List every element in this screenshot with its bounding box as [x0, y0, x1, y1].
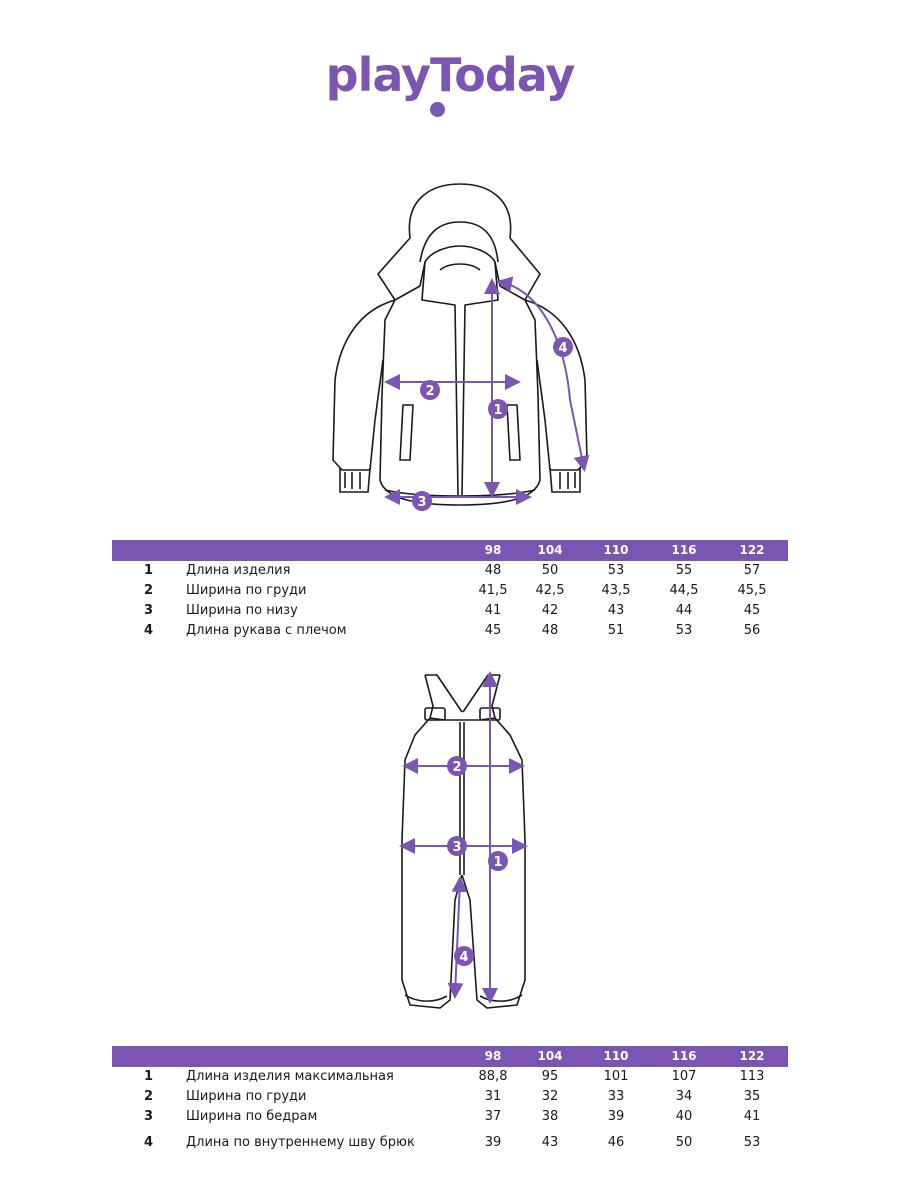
row-number: 4: [144, 623, 154, 638]
row-number: 4: [144, 1135, 154, 1150]
size-header: 110: [603, 543, 629, 557]
row-label: Ширина по низу: [186, 603, 298, 618]
cell-value: 45: [484, 623, 502, 638]
cell-value: 34: [675, 1089, 693, 1104]
row-label: Ширина по груди: [186, 583, 307, 598]
table-row: [112, 581, 788, 601]
row-label: Длина изделия максимальная: [186, 1069, 394, 1084]
cell-value: 41,5: [478, 583, 508, 598]
row-label: Длина рукава с плечом: [186, 623, 347, 638]
cell-value: 107: [671, 1069, 697, 1084]
cell-value: 51: [607, 623, 625, 638]
cell-value: 42,5: [535, 583, 565, 598]
brand-logo: [0, 48, 900, 128]
cell-value: 39: [607, 1109, 625, 1124]
cell-value: 43: [607, 603, 625, 618]
overalls-marker-4: 4: [459, 950, 469, 965]
row-number: 1: [144, 1069, 154, 1084]
cell-value: 39: [484, 1135, 502, 1150]
size-header: 110: [603, 1049, 629, 1063]
cell-value: 40: [675, 1109, 693, 1124]
cell-value: 38: [541, 1109, 559, 1124]
jacket-marker-2: 2: [425, 384, 435, 399]
cell-value: 53: [743, 1135, 761, 1150]
table-row: [112, 1127, 788, 1153]
jacket-size-table: [112, 540, 788, 641]
brand-logo-text: playToday: [325, 48, 575, 102]
cell-value: 48: [484, 563, 502, 578]
table-row: [112, 561, 788, 581]
cell-value: 41: [484, 603, 502, 618]
cell-value: 31: [484, 1089, 502, 1104]
cell-value: 57: [743, 563, 761, 578]
cell-value: 48: [541, 623, 559, 638]
cell-value: 42: [541, 603, 559, 618]
table-row: [112, 1067, 788, 1087]
jacket-marker-1: 1: [493, 403, 503, 418]
row-label: Длина изделия: [186, 563, 291, 578]
cell-value: 88,8: [478, 1069, 508, 1084]
size-header: 104: [537, 543, 563, 557]
cell-value: 53: [675, 623, 693, 638]
cell-value: 46: [607, 1135, 625, 1150]
cell-value: 50: [675, 1135, 693, 1150]
cell-value: 43: [541, 1135, 559, 1150]
table-header: [112, 1046, 788, 1067]
table-row: [112, 601, 788, 621]
jacket-illustration: [320, 180, 600, 515]
row-number: 2: [144, 1089, 154, 1104]
logo-dot: [430, 102, 445, 117]
cell-value: 45,5: [737, 583, 767, 598]
size-header: 122: [739, 1049, 765, 1063]
cell-value: 95: [541, 1069, 559, 1084]
cell-value: 101: [603, 1069, 629, 1084]
row-number: 1: [144, 563, 154, 578]
row-number: 3: [144, 1109, 154, 1124]
overalls-marker-3: 3: [452, 840, 462, 855]
row-number: 2: [144, 583, 154, 598]
size-header: 116: [671, 543, 697, 557]
cell-value: 44: [675, 603, 693, 618]
size-header: 104: [537, 1049, 563, 1063]
jacket-marker-3: 3: [417, 495, 427, 510]
size-header: 122: [739, 543, 765, 557]
cell-value: 55: [675, 563, 693, 578]
cell-value: 50: [541, 563, 559, 578]
cell-value: 53: [607, 563, 625, 578]
cell-value: 35: [743, 1089, 761, 1104]
cell-value: 45: [743, 603, 761, 618]
cell-value: 37: [484, 1109, 502, 1124]
overalls-marker-1: 1: [493, 855, 503, 870]
overalls-illustration: [390, 665, 540, 1020]
row-label: Ширина по груди: [186, 1089, 307, 1104]
jacket-marker-4: 4: [558, 341, 568, 356]
table-row: [112, 1087, 788, 1107]
table-header: [112, 540, 788, 561]
row-label: Длина по внутреннему шву брюк: [186, 1135, 415, 1150]
table-row: [112, 1107, 788, 1127]
size-header: 98: [484, 1049, 502, 1063]
overalls-marker-2: 2: [452, 760, 462, 775]
row-label: Ширина по бедрам: [186, 1109, 318, 1124]
overalls-size-table: [112, 1046, 788, 1153]
cell-value: 33: [607, 1089, 625, 1104]
cell-value: 44,5: [669, 583, 699, 598]
cell-value: 32: [541, 1089, 559, 1104]
table-row: [112, 621, 788, 641]
size-header: 98: [484, 543, 502, 557]
cell-value: 43,5: [601, 583, 631, 598]
row-number: 3: [144, 603, 154, 618]
cell-value: 41: [743, 1109, 761, 1124]
size-header: 116: [671, 1049, 697, 1063]
cell-value: 113: [739, 1069, 765, 1084]
cell-value: 56: [743, 623, 761, 638]
